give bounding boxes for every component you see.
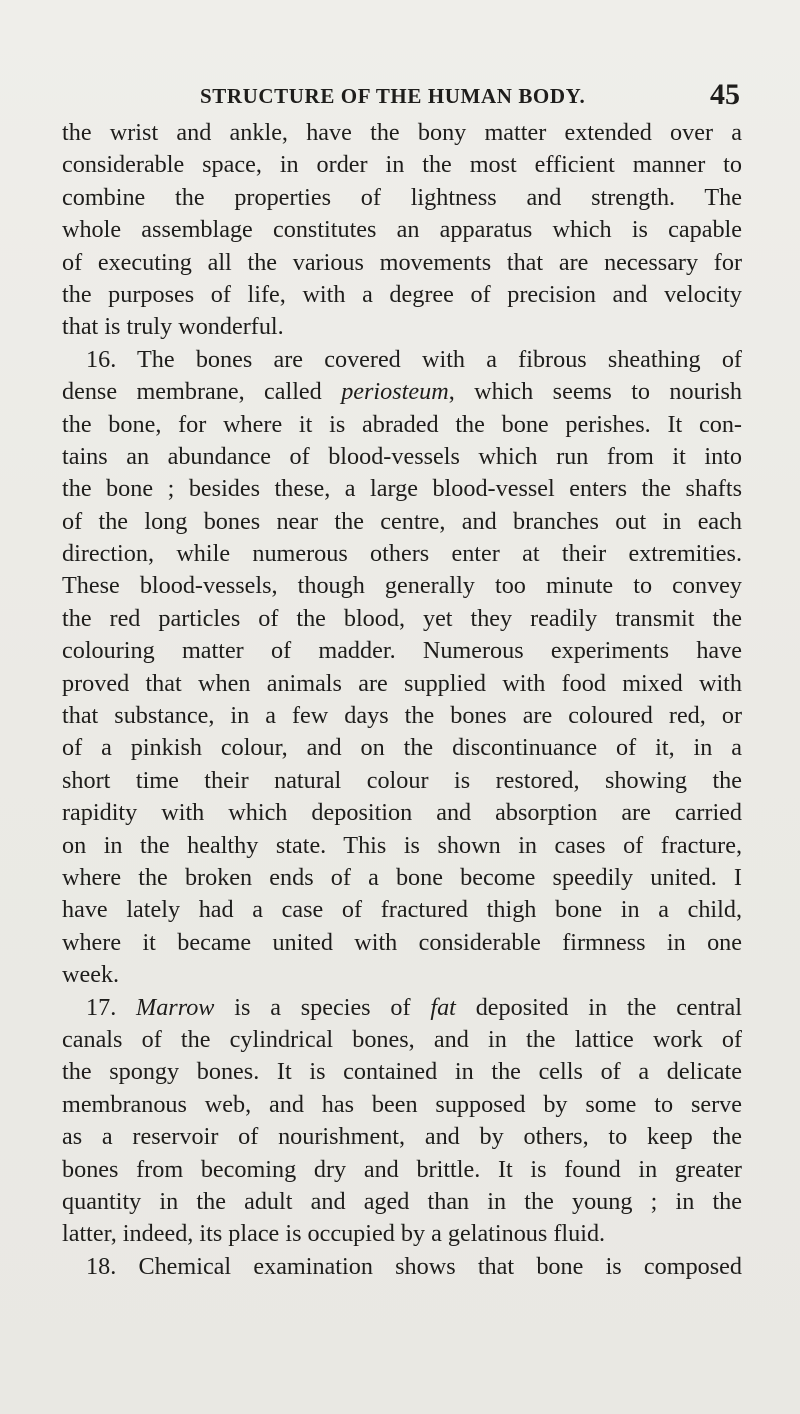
term-marrow: Marrow [136,993,215,1021]
text-line: tains an abundance of blood-vessels which run from it into [62,442,742,470]
text-line: of executing all the various movements that are necessary for [62,248,742,276]
text-line: of the long bones near the centre, and branches out in each [62,507,742,535]
paragraph-end-line: week. [62,961,120,989]
text-line: considerable space, in order in the most efficient manner to [62,151,742,179]
text-line: the purposes of life, with a degree of precision and velocity [62,280,742,308]
text-line: of a pinkish colour, and on the discontinuance of it, in a [62,734,742,762]
text-line: the wrist and ankle, have the bony matter extended over a [62,119,742,146]
text-line: short time their natural colour is restored, showing the [62,766,742,794]
text-line: 16. The bones are covered with a fibrous sheathing of [86,345,742,373]
text-line: where it became united with considerable firmness in one [62,928,742,956]
line-fragment: dense membrane, called [62,378,342,406]
running-head [200,74,740,114]
text-line: proved that when animals are supplied with food mixed with [62,669,742,697]
text-line: whole assemblage constitutes an apparatus which is capable [62,216,742,244]
text-line: membranous web, and has been supposed by some to serve [62,1090,742,1118]
text-line: These blood-vessels, though generally too minute to convey [62,572,742,600]
text-line: the bone ; besides these, a large blood-vessel enters the shafts [62,475,742,503]
text-line: direction, while numerous others enter at their extremities. [62,540,742,568]
text-line: colouring matter of madder. Numerous experiments have [62,637,742,665]
paragraph-end-line: that is truly wonderful. [62,313,284,341]
text-line: quantity in the adult and aged than in the young ; in the [62,1187,742,1215]
text-line: the spongy bones. It is contained in the cells of a delicate [62,1058,742,1086]
running-title: STRUCTURE OF THE HUMAN BODY. [200,84,586,108]
body-text [62,117,742,1283]
line-fragment: , which seems to nourish [448,378,742,406]
text-line: on in the healthy state. This is shown in cases of fracture, [62,831,742,859]
text-line: the red particles of the blood, yet they readily transmit the [62,604,742,632]
line-fragment: 17. [86,993,137,1021]
text-line: combine the properties of lightness and strength. The [62,183,742,211]
page-number: 45 [710,78,740,111]
text-line-with-italic [62,992,742,1024]
text-line-with-italic [62,376,742,408]
term-periosteum: periosteum [341,378,449,406]
line-fragment: is a species of [214,993,431,1021]
text-line: 18. Chemical examination shows that bone is composed [86,1252,742,1280]
paragraph-end-line: latter, indeed, its place is occupied by a gelatinous fluid. [62,1220,606,1248]
text-line: bones from becoming dry and brittle. It is found in greater [62,1155,742,1183]
text-line: have lately had a case of fractured thigh bone in a child, [62,896,742,924]
line-fragment: deposited in the central [455,993,742,1021]
text-line: that substance, in a few days the bones are coloured red, or [62,702,742,730]
text-line: canals of the cylindrical bones, and in the lattice work of [62,1025,742,1053]
text-line: rapidity with which deposition and absorption are carried [62,799,742,827]
text-line: where the broken ends of a bone become speedily united. I [62,863,742,891]
text-line: the bone, for where it is abraded the bone perishes. It con- [62,410,742,438]
text-line: as a reservoir of nourishment, and by others, to keep the [62,1123,742,1151]
term-fat: fat [430,993,456,1021]
